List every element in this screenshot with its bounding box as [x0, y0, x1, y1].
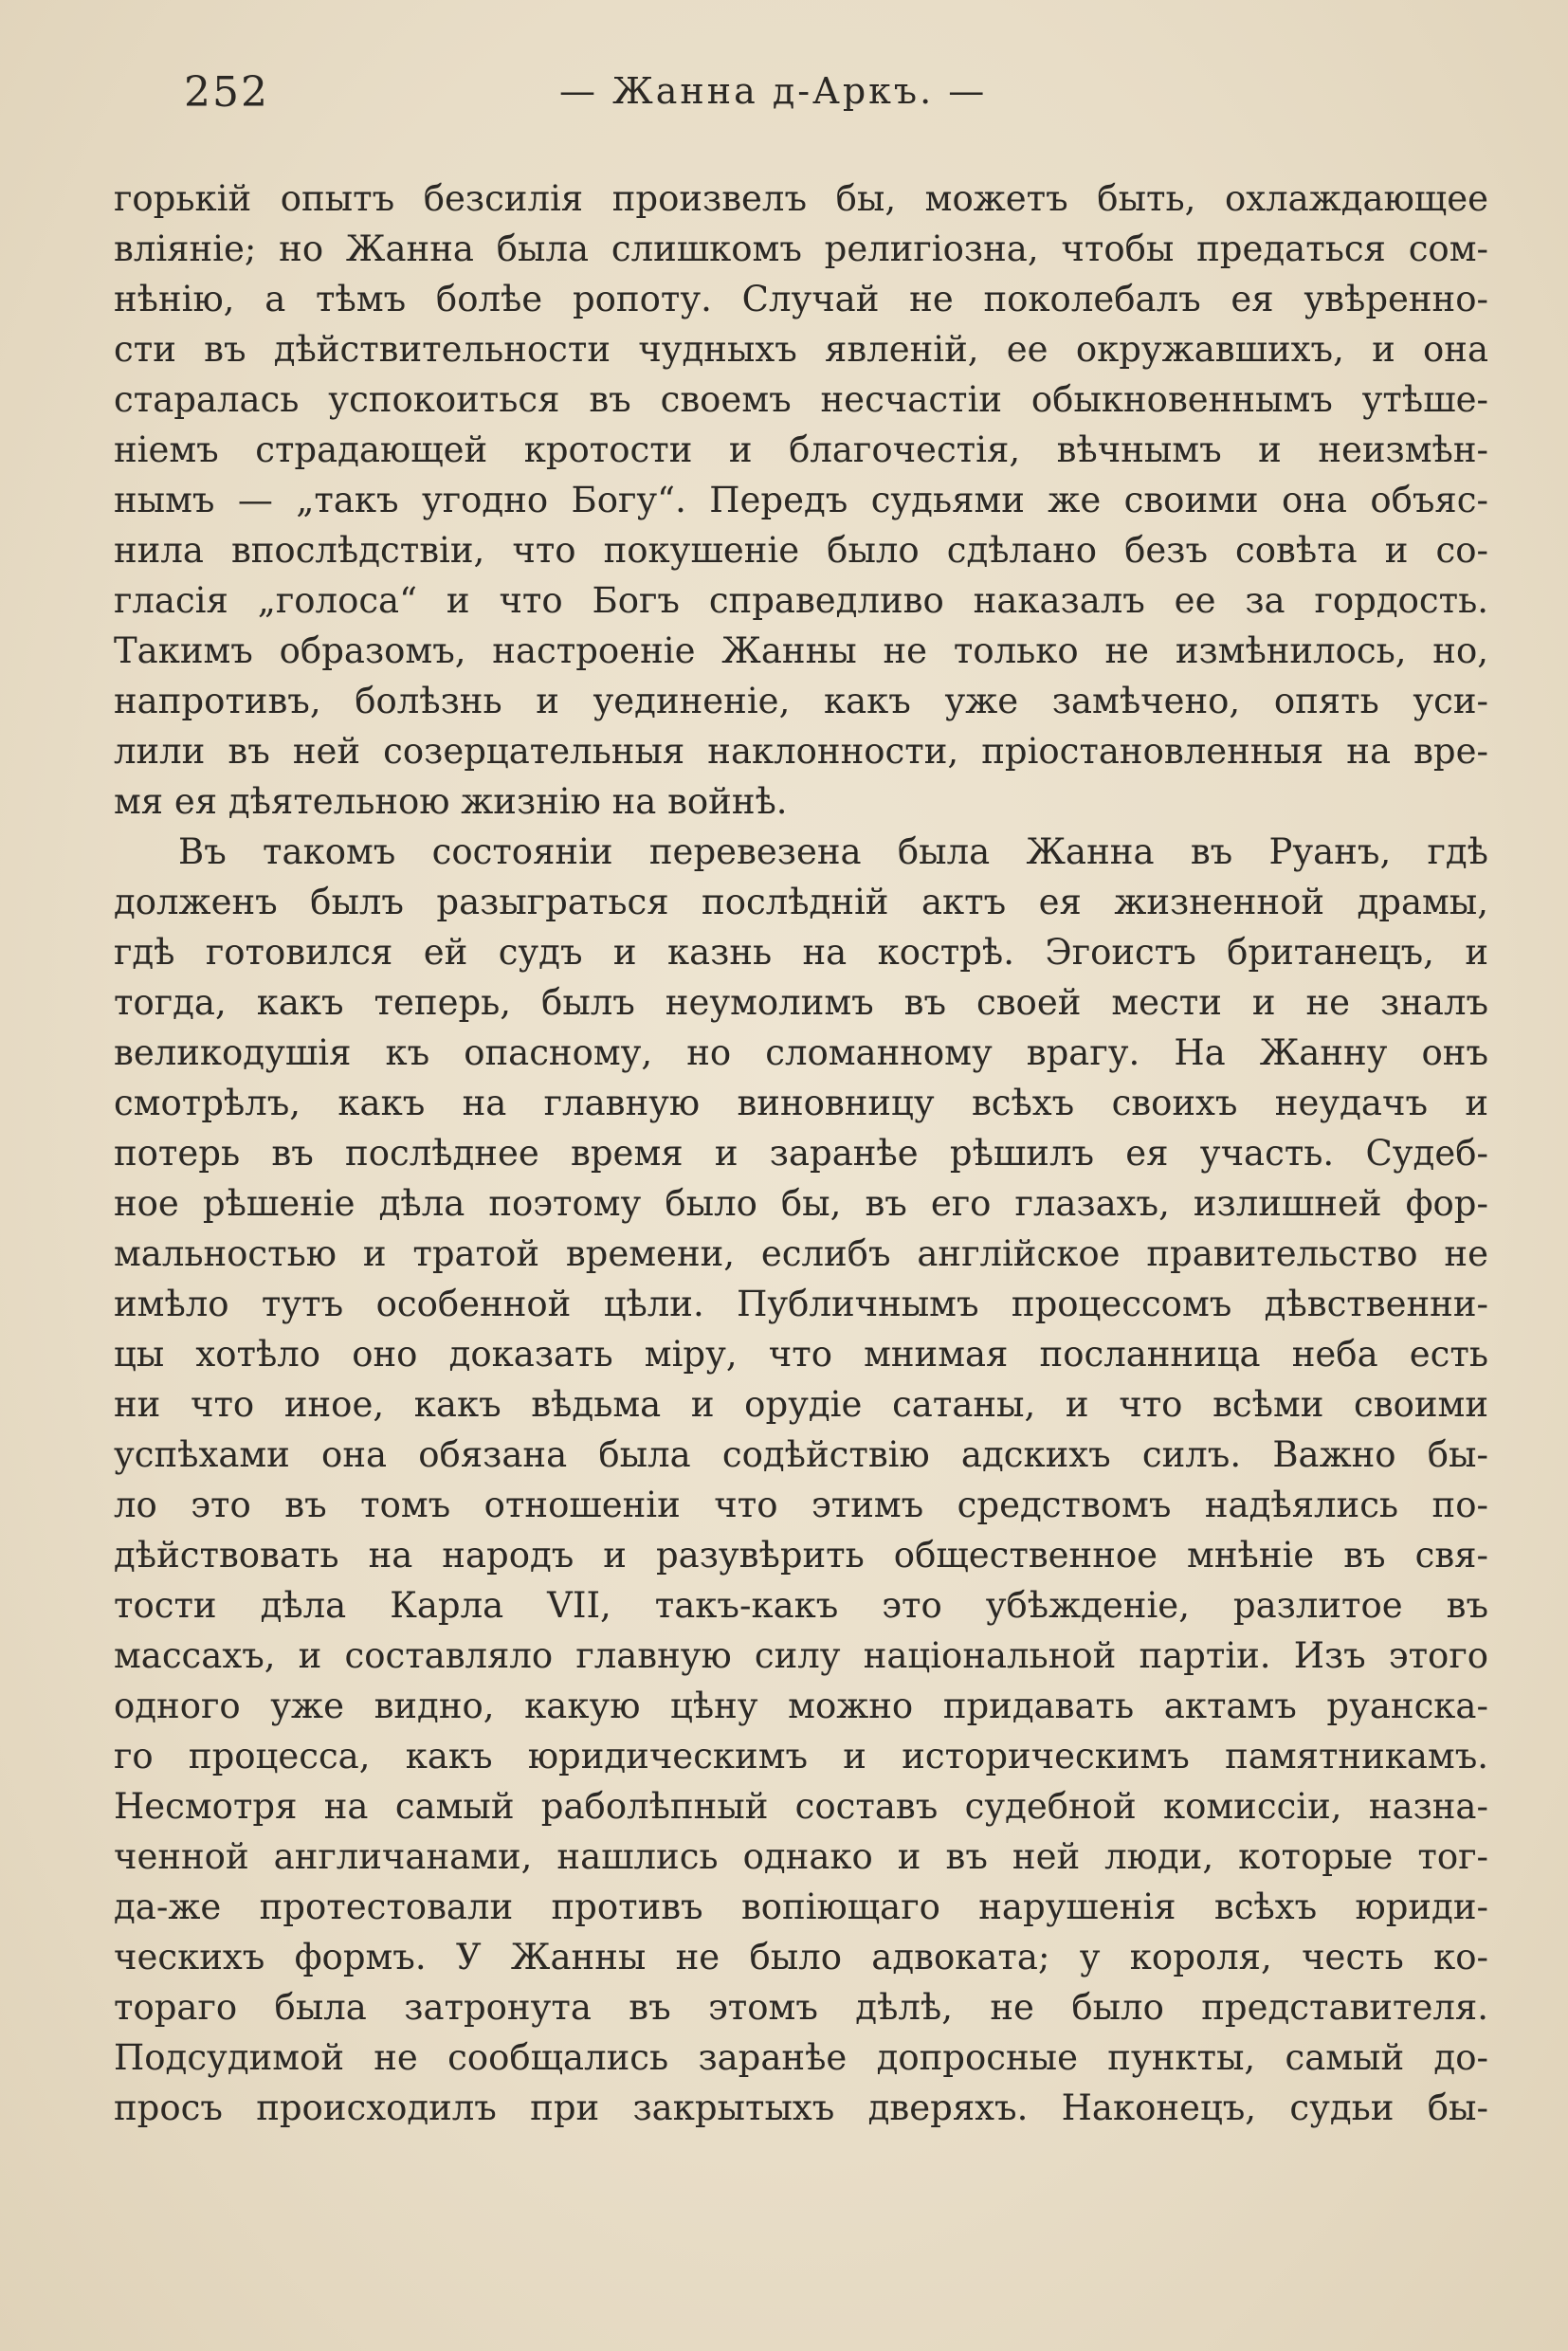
text-line: го процесса, какъ юридическимъ и историческимъ памятникамъ.	[114, 1736, 1488, 1777]
text-line: нила впослѣдствіи, что покушеніе было сдѣлано безъ совѣта и со-	[114, 530, 1488, 571]
text-line: потерь въ послѣднее время и заранѣе рѣшилъ ея участь. Судеб-	[114, 1133, 1488, 1174]
text-line: массахъ, и составляло главную силу національной партіи. Изъ этого	[114, 1635, 1488, 1676]
text-line: Такимъ образомъ, настроеніе Жанны не только не измѣнилось, но,	[114, 630, 1488, 671]
body-text	[114, 173, 1488, 2133]
text-line: сти въ дѣйствительности чудныхъ явленій, ее окружавшихъ, и она	[114, 329, 1488, 370]
text-line: одного уже видно, какую цѣну можно придавать актамъ руанска-	[114, 1686, 1488, 1726]
text-line: смотрѣлъ, какъ на главную виновницу всѣхъ своихъ неудачъ и	[114, 1083, 1488, 1123]
text-line: ло это въ томъ отношеніи что этимъ средствомъ надѣялись по-	[114, 1485, 1488, 1525]
text-line: тогда, какъ теперь, былъ неумолимъ въ своей мести и не зналъ	[114, 982, 1488, 1023]
text-line: горькій опытъ безсилія произвелъ бы, можетъ быть, охлаждающее	[114, 178, 1488, 219]
text-line: вліяніе; но Жанна была слишкомъ религіозна, чтобы предаться сом-	[114, 228, 1488, 269]
text-line: нымъ — „такъ угодно Богу“. Передъ судьями же своими она объяс-	[114, 480, 1488, 520]
text-line: ніемъ страдающей кротости и благочестія, вѣчнымъ и неизмѣн-	[114, 429, 1488, 470]
text-line: мальностью и тратой времени, еслибъ англійское правительство не	[114, 1233, 1488, 1274]
text-line: дѣйствовать на народъ и разувѣрить общественное мнѣніе въ свя-	[114, 1535, 1488, 1576]
text-line: просъ происходилъ при закрытыхъ дверяхъ. Наконецъ, судьи бы-	[114, 2087, 1488, 2128]
text-line: тости дѣла Карла VII, такъ-какъ это убѣжденіе, разлитое въ	[114, 1585, 1488, 1626]
page-number: 252	[184, 68, 269, 117]
text-line: успѣхами она обязана была содѣйствію адскихъ силъ. Важно бы-	[114, 1434, 1488, 1475]
text-line: гдѣ готовился ей судъ и казнь на кострѣ. Эгоистъ британецъ, и	[114, 932, 1488, 973]
paragraph-2	[114, 827, 1488, 2133]
text-line: имѣло тутъ особенной цѣли. Публичнымъ процессомъ дѣвственни-	[114, 1284, 1488, 1324]
page-header	[114, 68, 1479, 125]
text-line: ни что иное, какъ вѣдьма и орудіе сатаны, и что всѣми своими	[114, 1384, 1488, 1425]
text-line: лили въ ней созерцательныя наклонности, пріостановленныя на вре-	[114, 731, 1488, 772]
text-line: напротивъ, болѣзнь и уединеніе, какъ уже замѣчено, опять уси-	[114, 681, 1488, 721]
text-line: старалась успокоиться въ своемъ несчастіи обыкновеннымъ утѣше-	[114, 379, 1488, 420]
text-line: Несмотря на самый раболѣпный составъ судебной комиссіи, назна-	[114, 1786, 1488, 1827]
text-line: великодушія къ опасному, но сломанному врагу. На Жанну онъ	[114, 1032, 1488, 1073]
text-line: тораго была затронута въ этомъ дѣлѣ, не было представителя.	[114, 1987, 1488, 2028]
text-line: цы хотѣло оно доказать міру, что мнимая посланница неба есть	[114, 1334, 1488, 1375]
text-line: Подсудимой не сообщались заранѣе допросные пункты, самый до-	[114, 2037, 1488, 2078]
text-line: да-же протестовали противъ вопіющаго нарушенія всѣхъ юриди-	[114, 1886, 1488, 1927]
text-line: ное рѣшеніе дѣла поэтому было бы, въ его глазахъ, излишней фор-	[114, 1183, 1488, 1224]
text-line: ченной англичанами, нашлись однако и въ ней люди, которые тог-	[114, 1836, 1488, 1877]
paragraph-1	[114, 173, 1488, 827]
running-title: — Жанна д-Аркъ. —	[559, 70, 988, 112]
text-line: долженъ былъ разыграться послѣдній актъ ея жизненной драмы,	[114, 882, 1488, 922]
text-line: Въ такомъ состояніи перевезена была Жанна въ Руанъ, гдѣ	[178, 831, 1488, 872]
text-line: ческихъ формъ. У Жанны не было адвоката; у короля, честь ко-	[114, 1937, 1488, 1977]
text-line: нѣнію, а тѣмъ болѣе ропоту. Случай не поколебалъ ея увѣренно-	[114, 279, 1488, 319]
text-line: мя ея дѣятельною жизнію на войнѣ.	[114, 781, 788, 822]
text-line: гласія „голоса“ и что Богъ справедливо наказалъ ее за гордость.	[114, 580, 1488, 621]
